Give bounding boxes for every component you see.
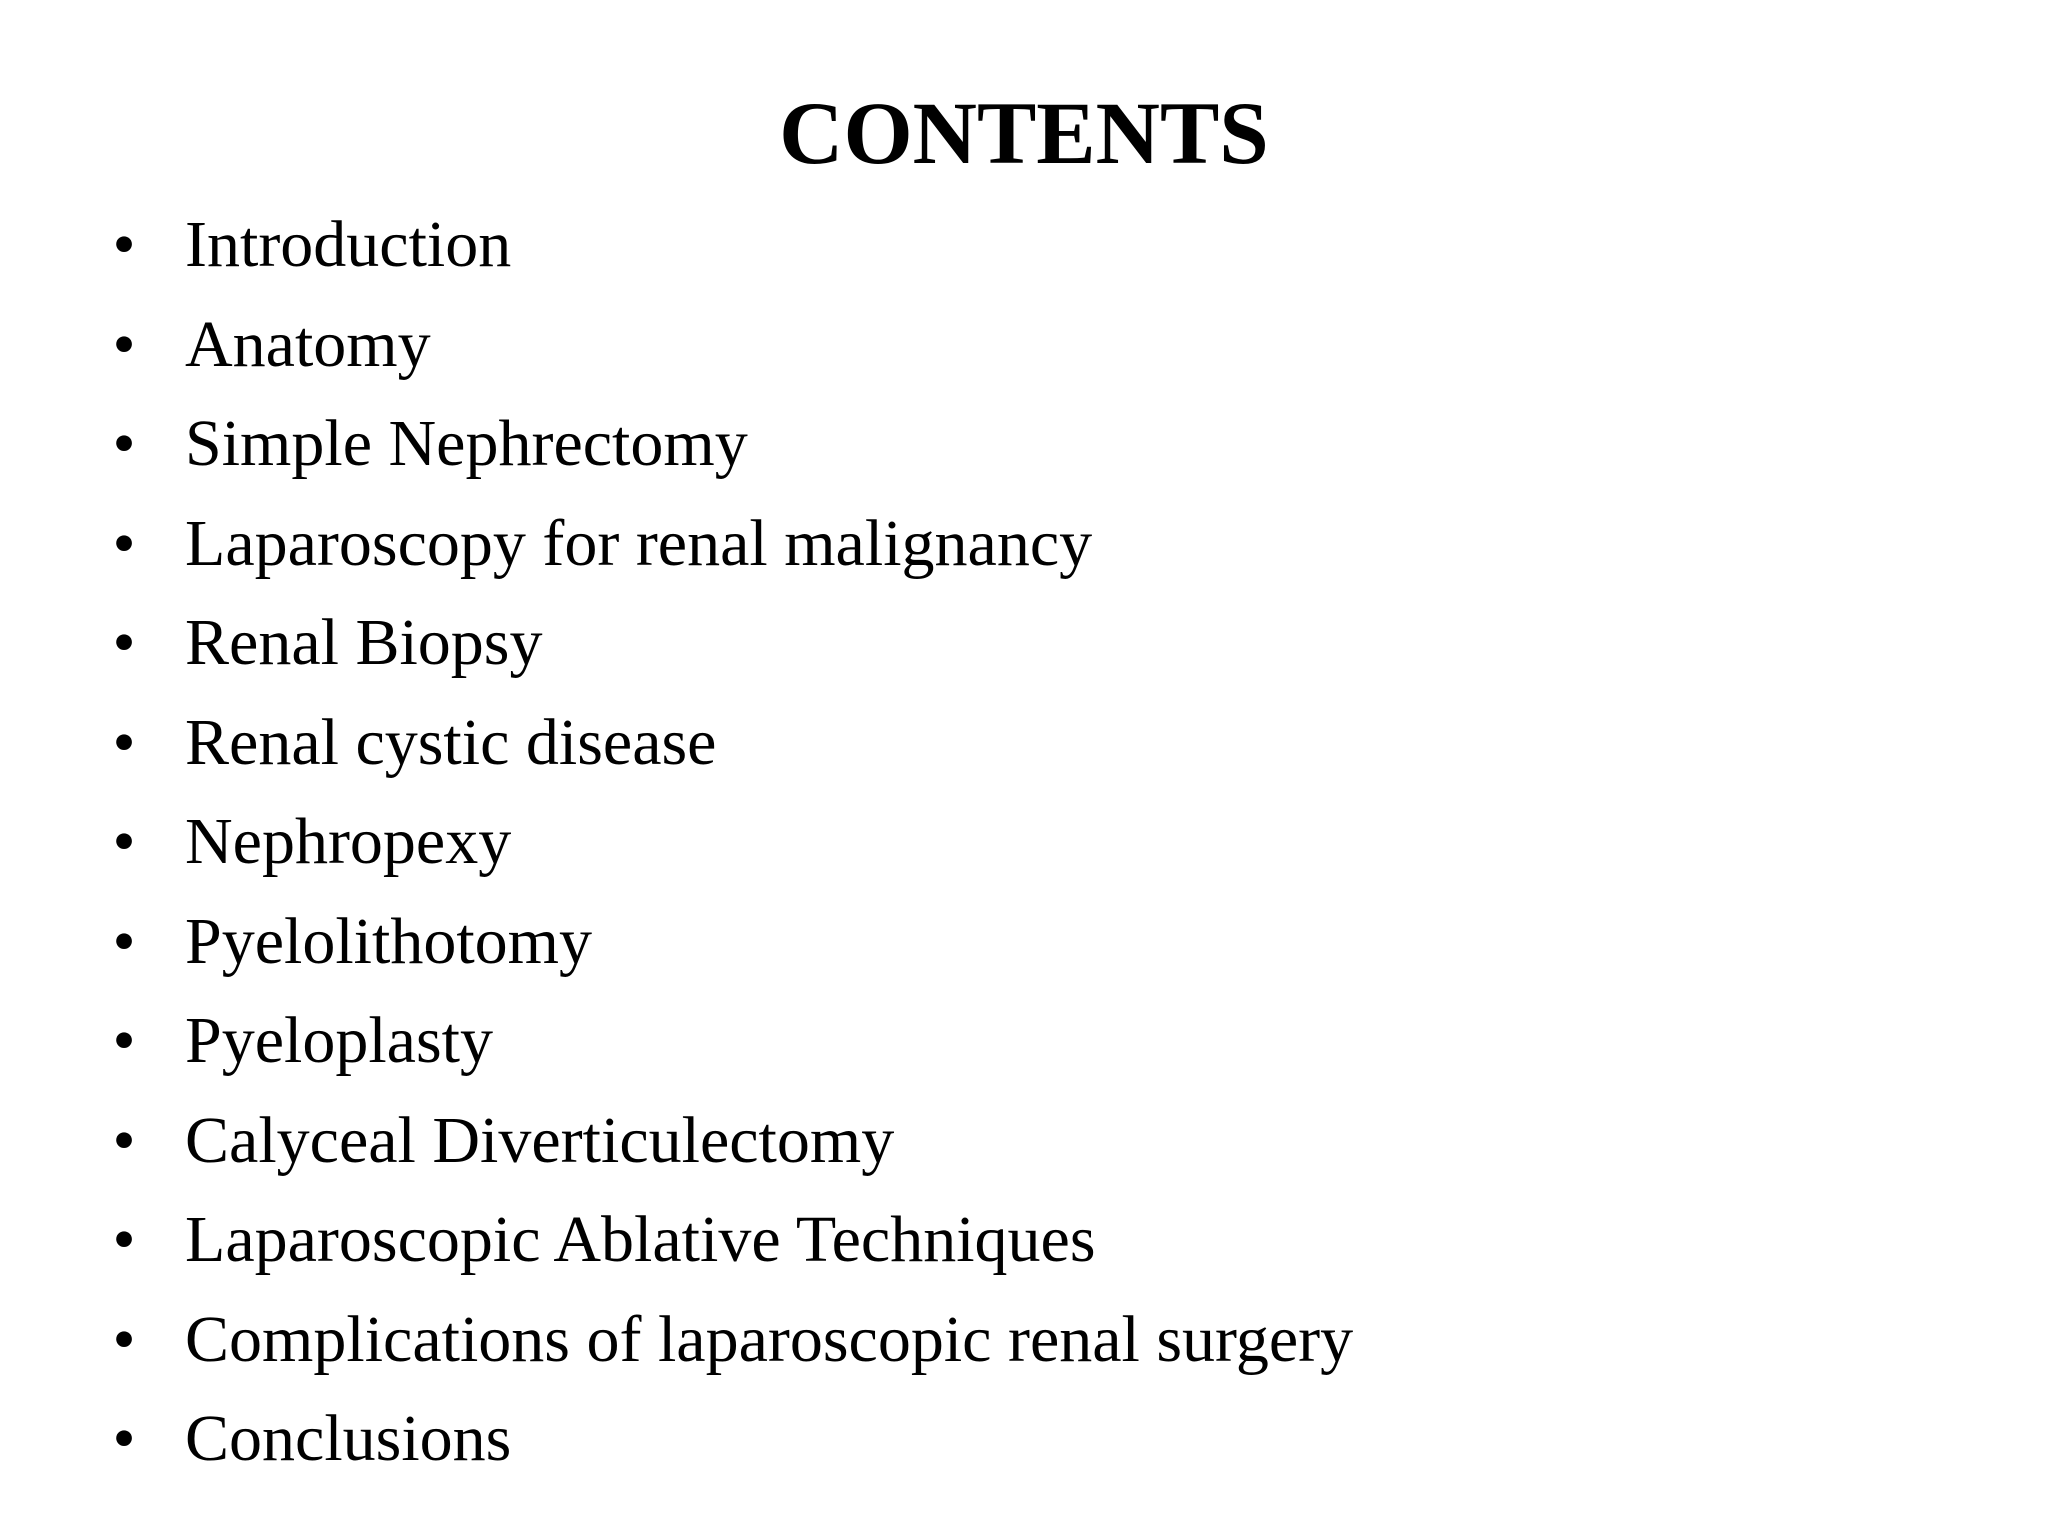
bullet-icon: • bbox=[112, 1203, 136, 1276]
bullet-icon: • bbox=[112, 1402, 136, 1475]
list-item-text: Complications of laparoscopic renal surgery bbox=[185, 1302, 1354, 1376]
bullet-icon: • bbox=[112, 1004, 136, 1077]
bullet-icon: • bbox=[112, 1302, 136, 1376]
bullet-icon: • bbox=[112, 904, 136, 978]
bullet-icon: • bbox=[112, 805, 136, 878]
bullet-icon: • bbox=[112, 407, 136, 480]
bullet-icon: • bbox=[112, 606, 136, 679]
list-item-text: Pyelolithotomy bbox=[185, 904, 593, 978]
list-item-text: Conclusions bbox=[185, 1402, 512, 1475]
list-item-text: Pyeloplasty bbox=[185, 1004, 493, 1077]
list-item-text: Anatomy bbox=[185, 307, 431, 381]
list-item-text: Introduction bbox=[185, 208, 512, 281]
list-item-text: Renal cystic disease bbox=[185, 705, 717, 779]
bullet-icon: • bbox=[112, 1103, 136, 1177]
bullet-icon: • bbox=[112, 705, 136, 779]
list-item-text: Laparoscopy for renal malignancy bbox=[185, 506, 1093, 580]
bullet-icon: • bbox=[112, 506, 136, 580]
slide-title: CONTENTS bbox=[779, 85, 1269, 183]
list-item-text: Laparoscopic Ablative Techniques bbox=[185, 1203, 1096, 1276]
list-item-text: Nephropexy bbox=[185, 805, 512, 878]
list-item-text: Simple Nephrectomy bbox=[185, 407, 748, 480]
bullet-icon: • bbox=[112, 307, 136, 381]
list-item-text: Calyceal Diverticulectomy bbox=[185, 1103, 895, 1177]
list-item-text: Renal Biopsy bbox=[185, 606, 543, 679]
bullet-icon: • bbox=[112, 208, 136, 281]
